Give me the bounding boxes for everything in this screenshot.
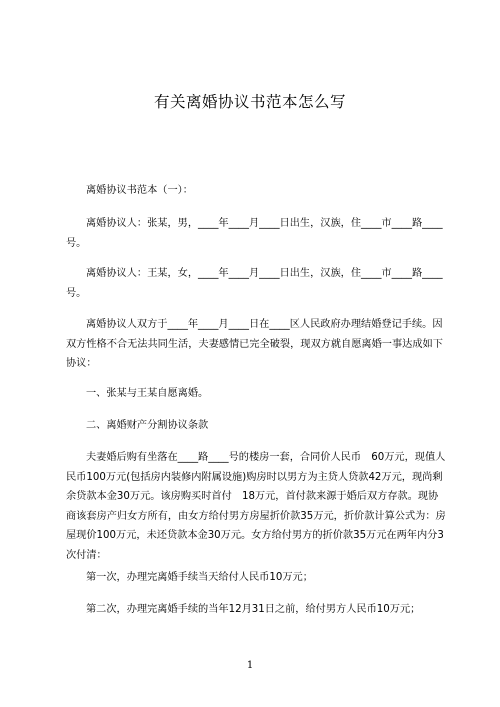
- document-title: 有关离婚协议书范本怎么写: [153, 93, 346, 111]
- paragraph-party-1: 离婚协议人：张某，男，____年____月____日出生，汉族，住____市____路____号。: [66, 218, 443, 249]
- paragraph-heading: 离婚协议书范本（一）：: [86, 185, 193, 196]
- paragraph-payment-2: 第二次，办理完离婚手续的当年12月31日之前，给付男方人民币10万元；: [86, 604, 421, 615]
- paragraph-clause-1: 一、张某与王某自愿离婚。: [86, 388, 209, 399]
- paragraph-payment-1: 第一次，办理完离婚手续当天给付人民币10万元；: [86, 572, 313, 583]
- paragraph-marriage-info: 离婚协议人双方于____年____月____日在____区人民政府办理结婚登记手续。因双方性格不合无法共同生活，夫妻感情已完全破裂，现双方就自愿离婚一事达成如下协议：: [66, 319, 443, 369]
- page-number: 1: [246, 660, 254, 671]
- paragraph-clause-2: 二、离婚财产分割协议条款: [86, 420, 209, 431]
- paragraph-party-2: 离婚协议人：王某，女，____年____月____日出生，汉族，住____市____路____号。: [66, 268, 443, 299]
- paragraph-property: 夫妻婚后购有坐落在____路____号的楼房一套，合同价人民币 60万元，现值人民币100万元(包括房内装修内附属设施)购房时以男方为主贷人贷款42万元，现尚剩余贷款本金30万元。该房购买时首付 18万元，首付款来源于婚后双方存款。现协商该套房产归女方所有，由女方给付男方房屋折价款35万元，折价款计算公式为：房屋现价100万元，未还贷款本金30万元。女方给付男方的折价款35万元在两年内分3次付清：: [66, 452, 446, 561]
